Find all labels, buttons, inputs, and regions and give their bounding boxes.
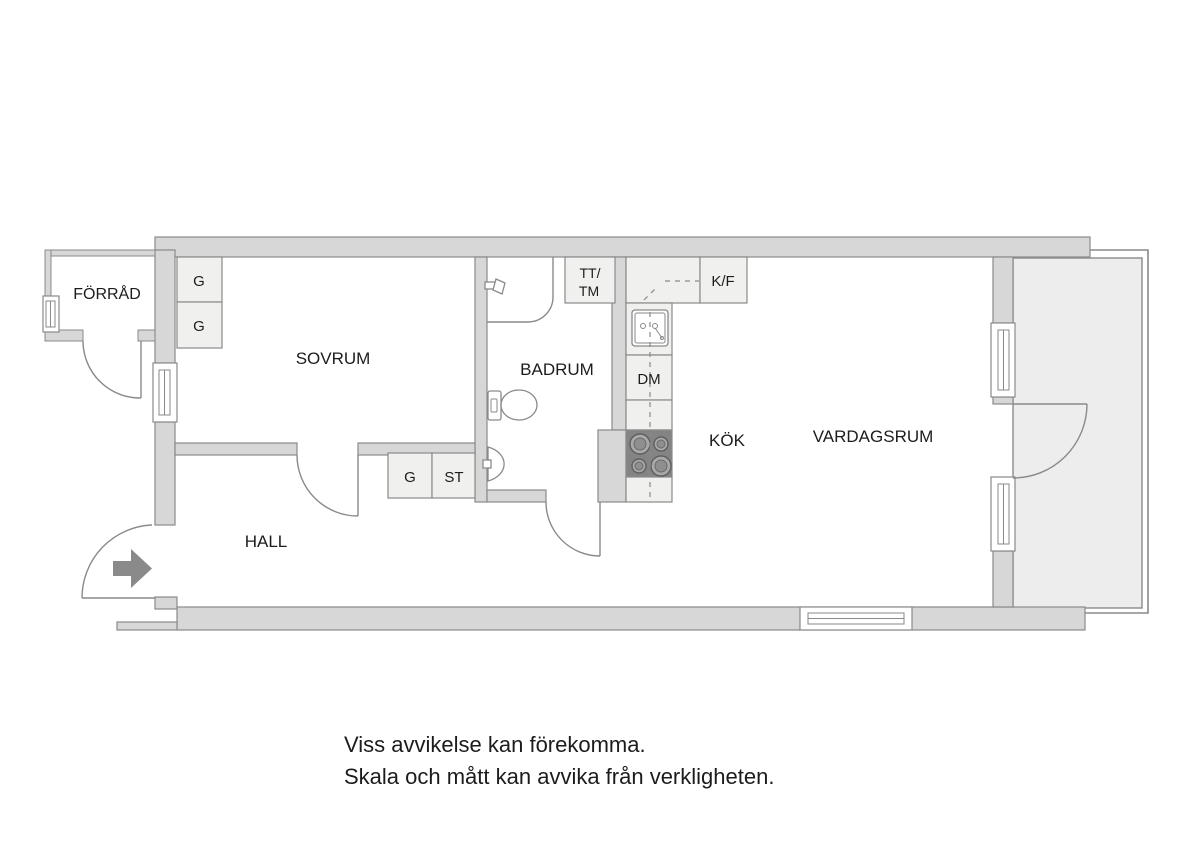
window-sovrum-left [153,363,177,422]
room-label-kok: KÖK [709,431,745,450]
wall-right-stub [993,397,1013,404]
footer-disclaimer [344,732,774,789]
forrad-wall-stub [138,330,155,341]
wall-chase [598,430,626,502]
unit-label-wardrobe-hall: G [404,469,416,486]
forrad-wall-top [45,250,155,256]
wall-left-step [155,597,177,609]
toilet [488,390,537,420]
balcony [1013,250,1148,613]
wall-left-upper [155,250,175,363]
entrance-arrow-icon [113,549,152,588]
wall-right-lower [993,551,1013,607]
room-label-forrad: FÖRRÅD [73,286,141,303]
wall-sovrum-hall-left [175,443,297,455]
forrad-wall-left [45,250,51,298]
unit-label-dishwasher: DM [637,371,661,388]
balcony-slab [1013,258,1142,608]
wall-bottom [177,607,1085,630]
kitchen-cabinet-upper [626,400,672,430]
room-label-vardagsrum: VARDAGSRUM [812,427,934,446]
unit-label-wardrobe-1: G [193,273,205,290]
closets-and-appliances [177,257,747,502]
window-forrad [43,296,59,332]
wall-bottom-tail [117,622,177,630]
unit-label-wardrobe-2: G [193,318,205,335]
kitchen-cabinet-lower [626,477,672,502]
room-label-badrum: BADRUM [520,360,594,379]
kitchen-corner-unit [626,257,700,303]
disclaimer-line-2: Skala och mått kan avvika från verkligheten. [344,764,775,789]
forrad-door [83,341,141,398]
shower-head-icon [485,279,505,294]
unit-label-cleaning-closet: ST [444,469,464,486]
wall-left-mid [155,422,175,525]
room-label-sovrum: SOVRUM [295,349,371,368]
window-vardagsrum-lower [991,477,1015,551]
unit-label-washer: TM [578,283,600,299]
wall-badrum-hall [487,490,546,502]
badrum-door [546,502,600,556]
room-label-hall: HALL [244,532,288,551]
window-vardagsrum-upper [991,323,1015,397]
sovrum-door [297,455,358,516]
doors [82,341,1087,598]
wall-right-upper [993,257,1013,323]
window-vardagsrum-bottom [800,607,912,630]
wall-top [155,237,1090,257]
unit-label-dryer: TT/ [579,265,601,281]
disclaimer-line-1: Viss avvikelse kan förekomma. [344,732,646,757]
unit-label-fridge-freezer: K/F [711,273,735,290]
